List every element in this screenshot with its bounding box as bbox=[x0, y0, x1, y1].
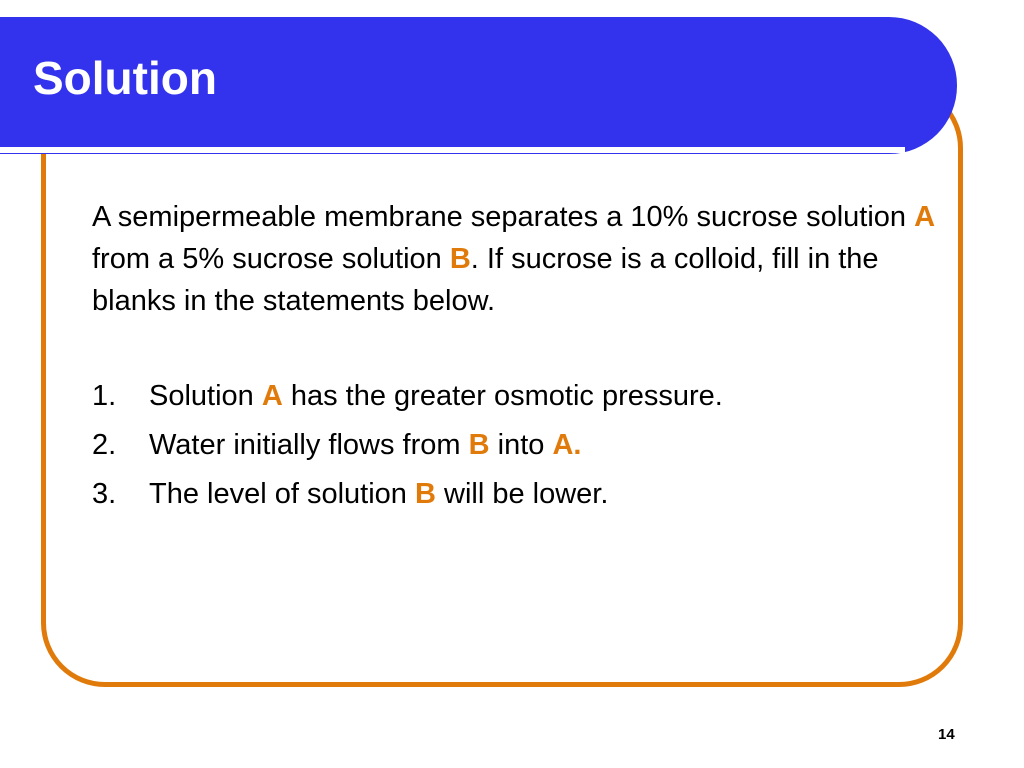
intro-text-1: A semipermeable membrane separates a 10% sucrose solution bbox=[92, 201, 915, 233]
list-item-number: 3. bbox=[92, 478, 117, 510]
intro-paragraph bbox=[92, 196, 942, 322]
list-item-number: 2. bbox=[92, 429, 117, 461]
page-number: 14 bbox=[938, 726, 955, 743]
list-item-text: The level of solution bbox=[149, 478, 415, 510]
intro-highlight-b: B bbox=[449, 243, 471, 275]
list-item-highlight: B bbox=[414, 478, 436, 510]
list-item-text: Water initially flows from bbox=[149, 429, 469, 461]
intro-text-2: from a 5% sucrose solution bbox=[92, 243, 450, 275]
statement-list bbox=[92, 375, 723, 522]
list-item-text: into bbox=[489, 429, 553, 461]
list-item-text: will be lower. bbox=[435, 478, 609, 510]
list-item bbox=[92, 473, 723, 515]
list-item-highlight: B bbox=[468, 429, 490, 461]
list-item-text: Solution bbox=[149, 380, 262, 412]
title-underline bbox=[0, 147, 905, 153]
list-item bbox=[92, 424, 723, 466]
list-item-text: has the greater osmotic pressure. bbox=[282, 380, 723, 412]
list-item-highlight: A bbox=[261, 380, 283, 412]
list-item bbox=[92, 375, 723, 417]
list-item-number: 1. bbox=[92, 380, 117, 412]
intro-highlight-a: A bbox=[914, 201, 936, 233]
slide-title: Solution bbox=[33, 52, 217, 104]
intro-text-3: . If sucrose is a colloid, fill in the blanks in the statements below. bbox=[92, 243, 879, 317]
list-item-highlight: A. bbox=[552, 429, 582, 461]
